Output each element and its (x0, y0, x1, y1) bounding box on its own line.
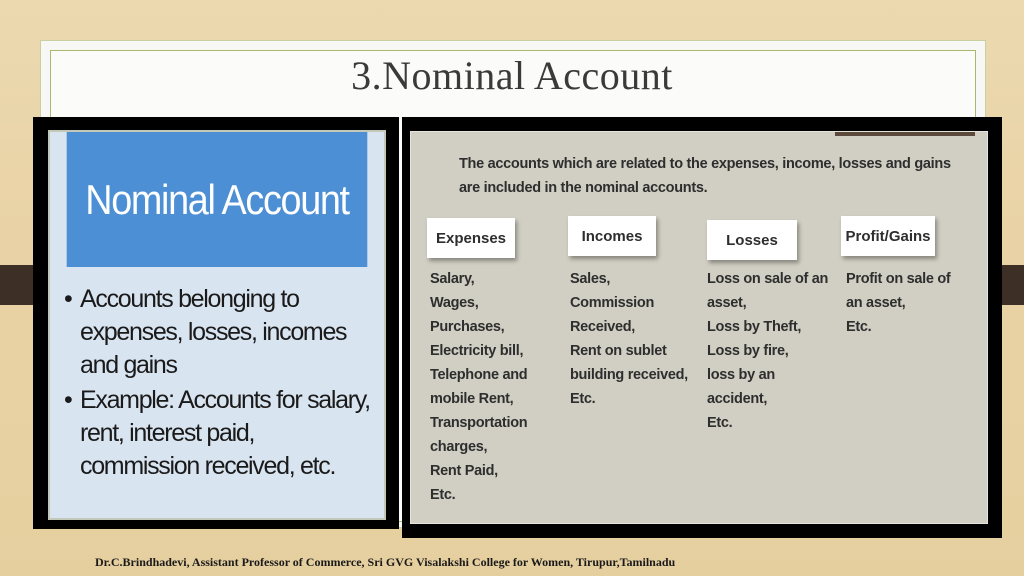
list-item: Commission (570, 295, 655, 311)
category-items-losses (707, 267, 828, 435)
list-item: Loss by Theft, (707, 319, 802, 335)
list-item: asset, (707, 295, 747, 311)
slide-footer: Dr.C.Brindhadevi, Assistant Professor of Commerce, Sri GVG Visalakshi College for Women, Tirupur,Tamilnadu (95, 555, 676, 569)
left-heading: Nominal Account (67, 132, 368, 267)
right-card (410, 131, 988, 524)
list-item: an asset, (846, 295, 906, 311)
list-item: Etc. (430, 487, 456, 503)
list-item: Electricity bill, (430, 343, 524, 359)
list-item: Transportation (430, 415, 528, 431)
category-heading-incomes: Incomes (568, 216, 656, 256)
left-bullet-list (50, 267, 384, 483)
category-items-expenses (430, 267, 527, 507)
category-heading-expenses: Expenses (427, 218, 515, 258)
category-items-incomes (570, 267, 688, 411)
bullet-item: • Accounts belonging to expenses, losses, incomes and gains (64, 283, 376, 382)
right-panel (402, 117, 1002, 538)
slide-title: 3.Nominal Account (351, 53, 673, 98)
list-item: Salary, (430, 271, 475, 287)
left-card (48, 130, 386, 520)
list-item: Etc. (846, 319, 872, 335)
category-items-profit-gains (846, 267, 950, 339)
list-item: Etc. (707, 415, 733, 431)
list-item: building received, (570, 367, 688, 383)
list-item: Rent Paid, (430, 463, 498, 479)
list-item: accident, (707, 391, 768, 407)
list-item: loss by an (707, 367, 775, 383)
intro-text: The accounts which are related to the expenses, income, losses and gains are included in the nominal accounts. (459, 156, 951, 196)
list-item: Profit on sale of (846, 271, 951, 287)
list-item: Sales, (570, 271, 611, 287)
list-item: Received, (570, 319, 636, 335)
list-item: Purchases, (430, 319, 505, 335)
panel-tab (835, 132, 975, 136)
list-item: Telephone and (430, 367, 528, 383)
list-item: Loss by fire, (707, 343, 789, 359)
category-heading-losses: Losses (707, 220, 797, 260)
list-item: charges, (430, 439, 488, 455)
list-item: Wages, (430, 295, 479, 311)
category-heading-profit-gains: Profit/Gains (841, 216, 935, 256)
list-item: Loss on sale of an (707, 271, 829, 287)
list-item: Etc. (570, 391, 596, 407)
left-panel (33, 117, 399, 529)
list-item: mobile Rent, (430, 391, 514, 407)
list-item: Rent on sublet (570, 343, 667, 359)
bullet-item: • Example: Accounts for salary, rent, interest paid, commission received, etc. (64, 384, 376, 483)
